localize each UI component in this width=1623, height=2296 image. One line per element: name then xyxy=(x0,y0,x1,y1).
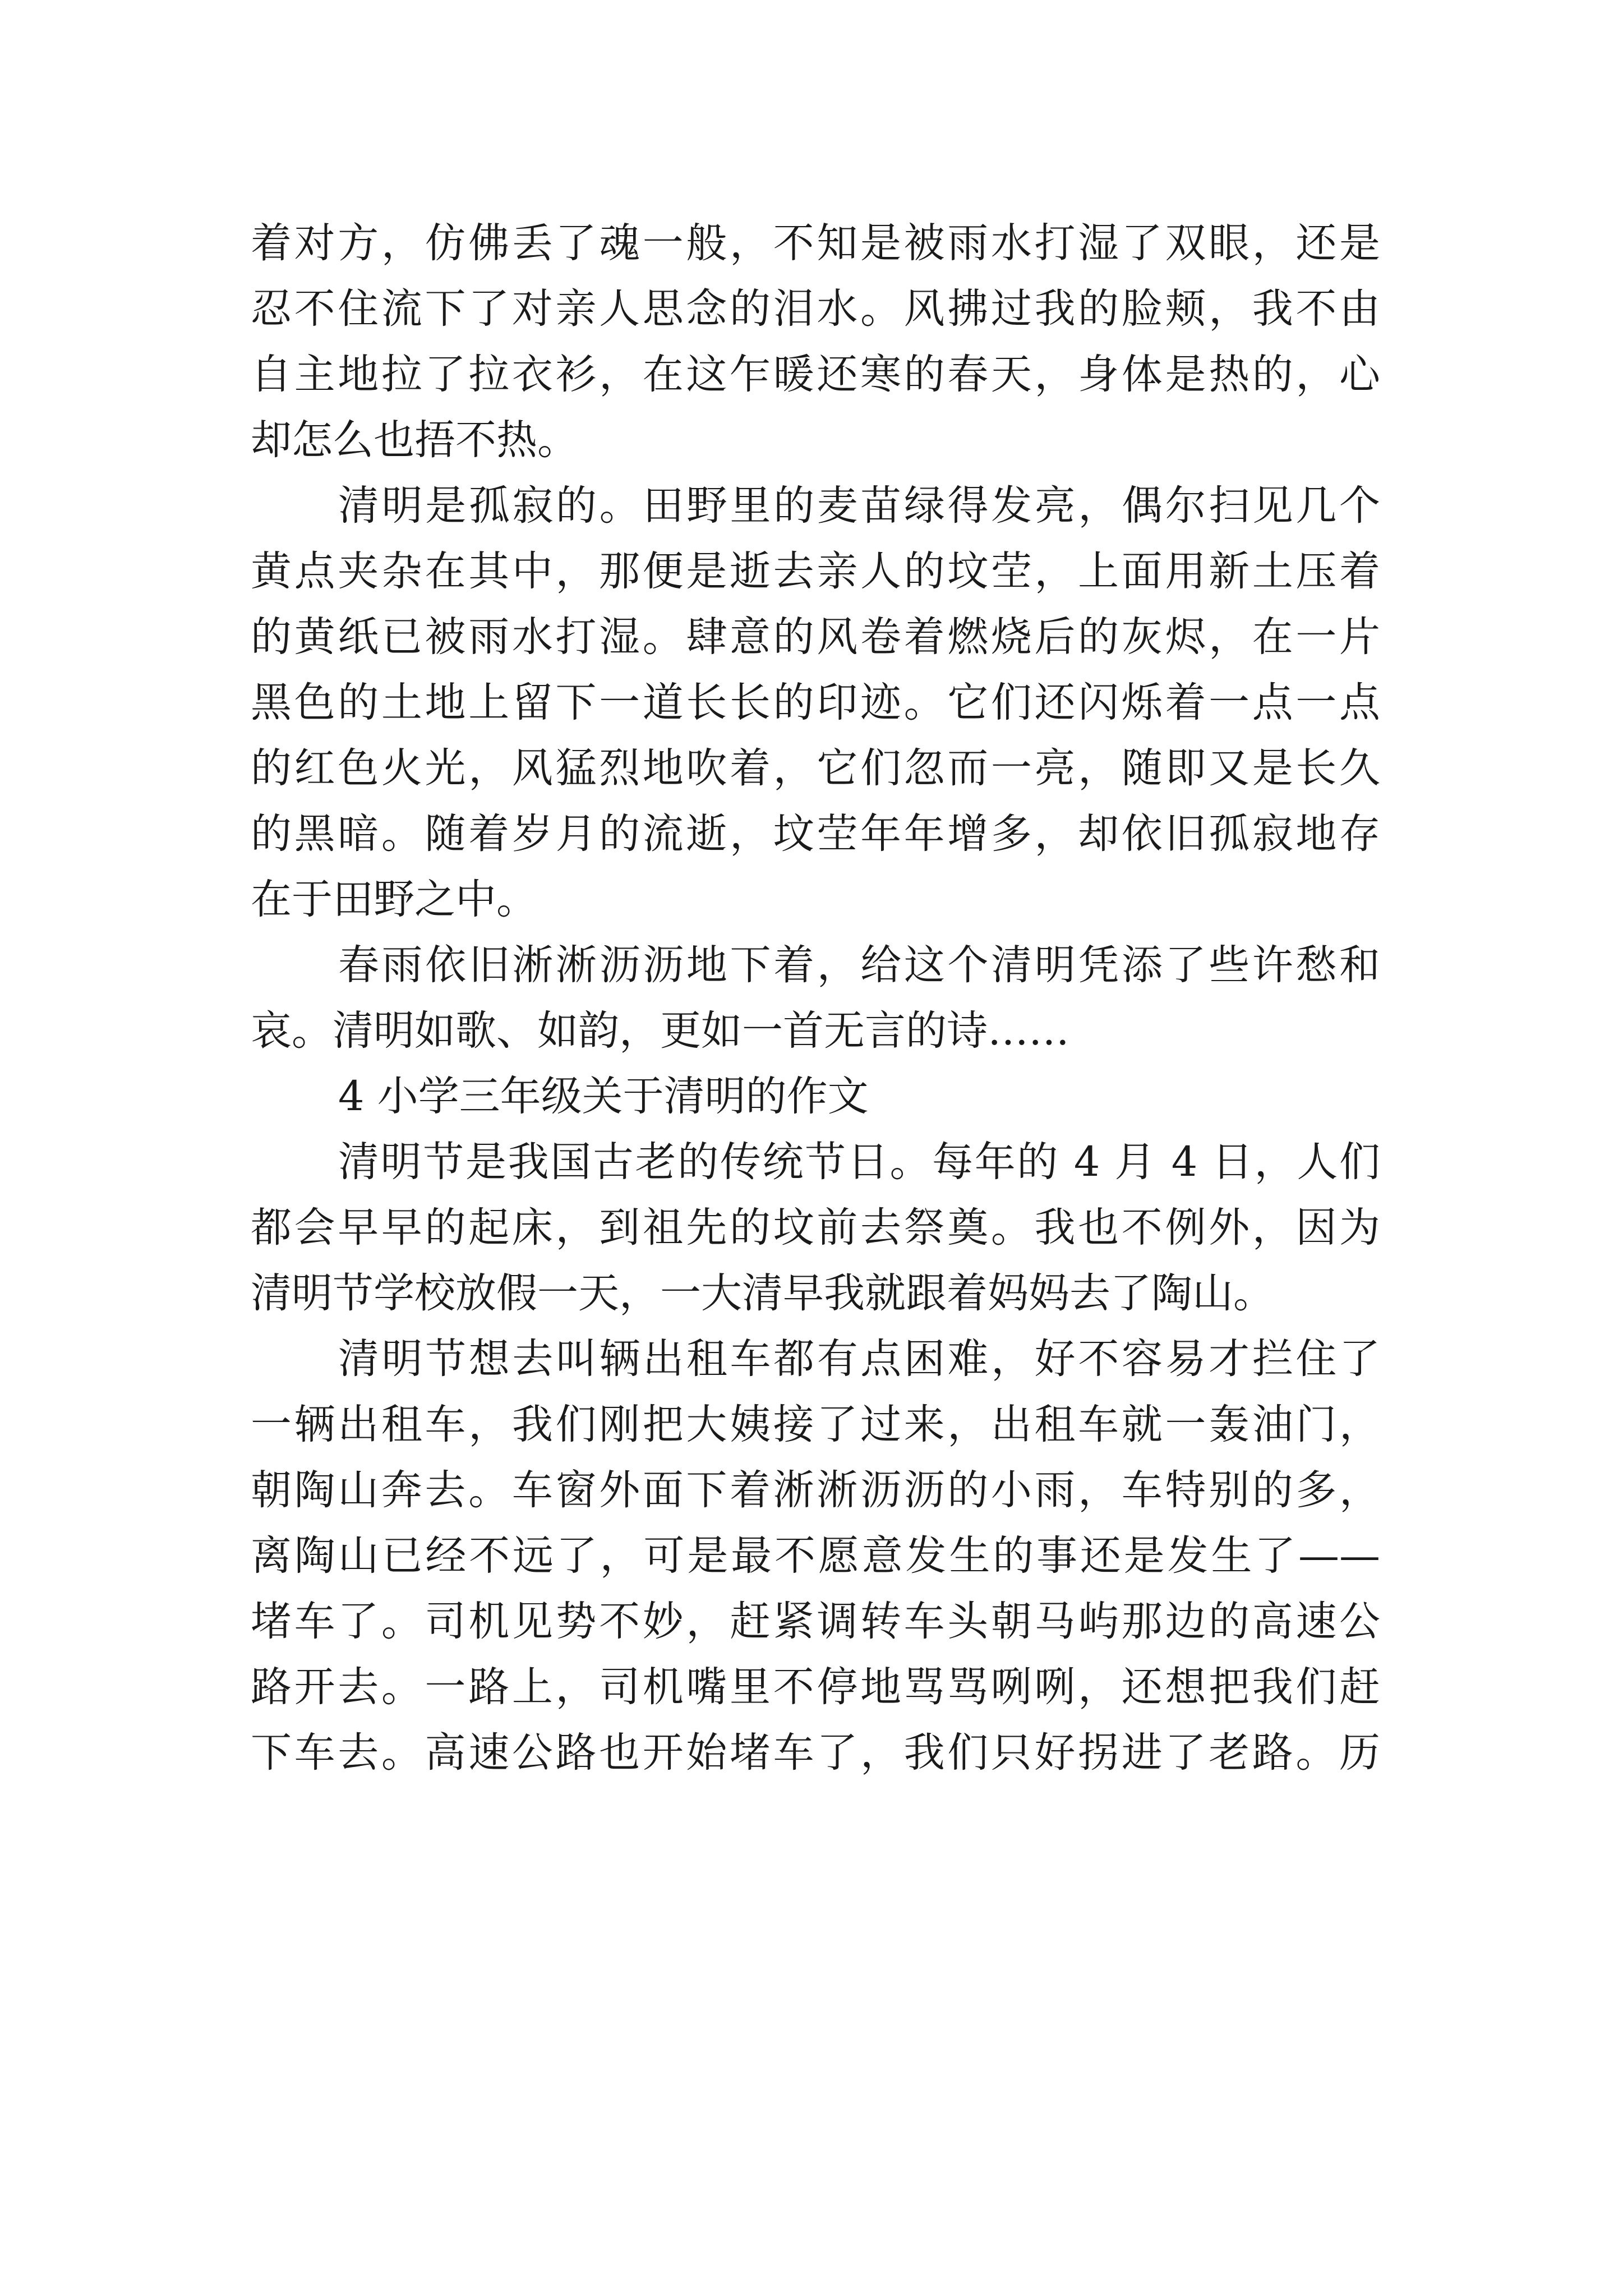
text-line: 的黑暗。随着岁月的流逝，坟茔年年增多，却依旧孤寂地存 xyxy=(251,810,1380,858)
text-line: 清明节是我国古老的传统节日。每年的 4 月 4 日，人们 xyxy=(338,1138,1380,1186)
text-line: 清明是孤寂的。田野里的麦苗绿得发亮，偶尔扫见几个 xyxy=(338,482,1380,530)
text-line: 哀。清明如歌、如韵，更如一首无言的诗…… xyxy=(251,1007,1069,1055)
text-line: 在于田野之中。 xyxy=(251,876,537,923)
text-line: 路开去。一路上，司机嘴里不停地骂骂咧咧，还想把我们赶 xyxy=(251,1663,1380,1711)
text-line: 朝陶山奔去。车窗外面下着淅淅沥沥的小雨，车特别的多， xyxy=(251,1466,1380,1514)
text-line: 清明节学校放假一天，一大清早我就跟着妈妈去了陶山。 xyxy=(251,1269,1274,1317)
text-line: 离陶山已经不远了，可是最不愿意发生的事还是发生了—— xyxy=(251,1532,1380,1580)
text-line: 自主地拉了拉衣衫，在这乍暖还寒的春天，身体是热的，心 xyxy=(251,351,1380,398)
text-line: 却怎么也捂不热。 xyxy=(251,416,578,464)
text-line: 堵车了。司机见势不妙，赶紧调转车头朝马屿那边的高速公 xyxy=(251,1598,1380,1645)
text-line: 春雨依旧淅淅沥沥地下着，给这个清明凭添了些许愁和 xyxy=(338,941,1380,989)
text-line: 忍不住流下了对亲人思念的泪水。风拂过我的脸颊，我不由 xyxy=(251,285,1380,333)
text-line: 着对方，仿佛丢了魂一般，不知是被雨水打湿了双眼，还是 xyxy=(251,219,1380,267)
text-line: 下车去。高速公路也开始堵车了，我们只好拐进了老路。历 xyxy=(251,1729,1380,1777)
text-line: 的红色火光，风猛烈地吹着，它们忽而一亮，随即又是长久 xyxy=(251,744,1380,792)
text-line: 黄点夹杂在其中，那便是逝去亲人的坟茔，上面用新土压着 xyxy=(251,547,1380,595)
essay-text xyxy=(251,210,1380,1786)
text-line: 一辆出租车，我们刚把大姨接了过来，出租车就一轰油门， xyxy=(251,1401,1380,1448)
text-line: 清明节想去叫辆出租车都有点困难，好不容易才拦住了 xyxy=(338,1335,1380,1383)
text-line: 的黄纸已被雨水打湿。肆意的风卷着燃烧后的灰烬，在一片 xyxy=(251,613,1380,661)
text-line: 都会早早的起床，到祖先的坟前去祭奠。我也不例外，因为 xyxy=(251,1204,1380,1251)
section-heading: 4 小学三年级关于清明的作文 xyxy=(338,1073,869,1120)
text-line: 黑色的土地上留下一道长长的印迹。它们还闪烁着一点一点 xyxy=(251,679,1380,726)
